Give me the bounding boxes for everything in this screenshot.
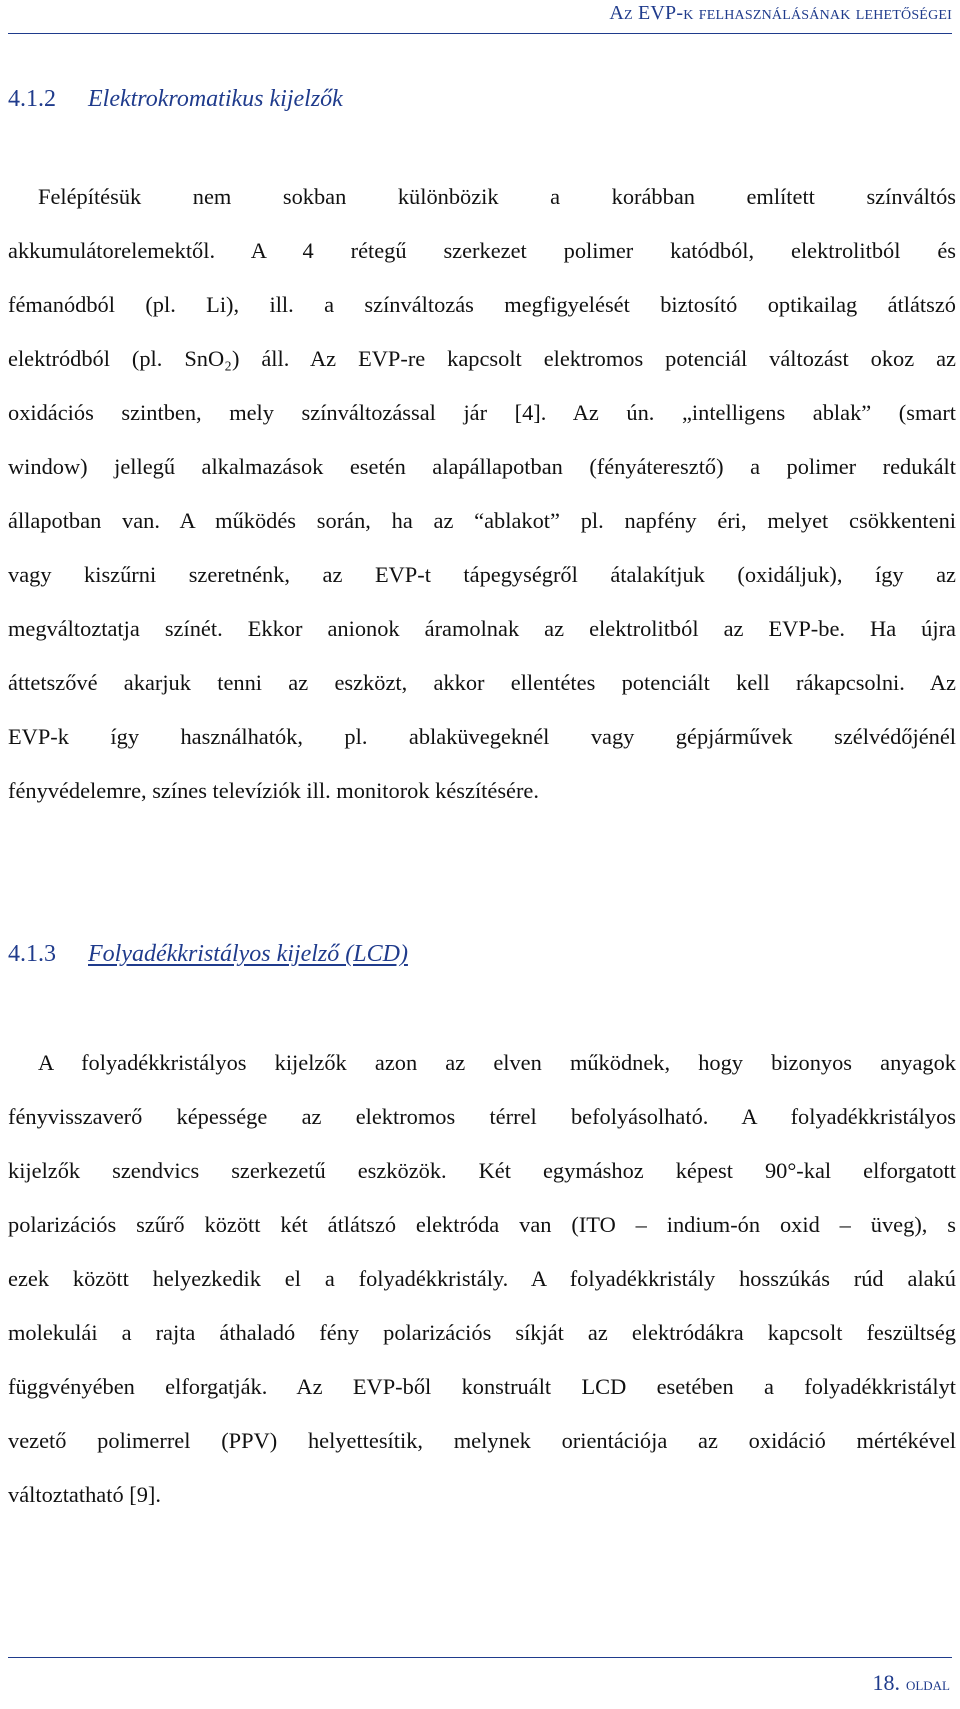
- text-line: elektródból (pl. SnO₂) áll. Az EVP-re kapcsolt elektromos potenciál változást okoz az: [8, 346, 956, 371]
- text-line: window) jellegű alkalmazások esetén alapállapotban (fényáteresztő) a polimer redukált: [8, 454, 956, 479]
- section-number: 4.1.3: [8, 941, 56, 967]
- running-header-title: Az EVP-k felhasználásának lehetőségei: [609, 2, 952, 24]
- page-number: 18.: [872, 1670, 900, 1695]
- section-title: Elektrokromatikus kijelzők: [88, 86, 343, 112]
- text-line: áttetszővé akarjuk tenni az eszközt, akkor ellentétes potenciált kell rákapcsolni. Az: [8, 670, 956, 695]
- text-line: A folyadékkristályos kijelzők azon az elven működnek, hogy bizonyos anyagok: [38, 1050, 956, 1075]
- section-title: Folyadékkristályos kijelző (LCD): [88, 941, 408, 967]
- text-line: akkumulátorelemektől. A 4 rétegű szerkezet polimer katódból, elektrolitból és: [8, 238, 956, 263]
- text-line: fényvédelemre, színes televíziók ill. monitorok készítésére.: [8, 778, 539, 803]
- text-line: polarizációs szűrő között két átlátszó elektróda van (ITO – indium-ón oxid – üveg), s: [8, 1212, 956, 1237]
- text-line: Felépítésük nem sokban különbözik a korábban említett színváltós: [38, 184, 956, 209]
- paragraph-electrochromic: [8, 170, 956, 818]
- text-line: állapotban van. A működés során, ha az “ablakot” pl. napfény éri, melyet csökkenteni: [8, 508, 956, 533]
- paragraph-lcd: [8, 1036, 956, 1522]
- text-line: fémanódból (pl. Li), ill. a színváltozás megfigyelését biztosító optikailag átlátszó: [8, 292, 956, 317]
- page-footer: [872, 1670, 950, 1696]
- running-header: [609, 2, 952, 25]
- section-number: 4.1.2: [8, 86, 56, 112]
- page-label: oldal: [905, 1674, 950, 1694]
- text-line: függvényében elforgatják. Az EVP-ből konstruált LCD esetében a folyadékkristályt: [8, 1374, 956, 1399]
- text-line: vagy kiszűrni szeretnénk, az EVP-t tápegységről átalakítjuk (oxidáljuk), így az: [8, 562, 956, 587]
- section-heading-4-1-2: [8, 86, 343, 113]
- text-line: megváltoztatja színét. Ekkor anionok áramolnak az elektrolitból az EVP-be. Ha újra: [8, 616, 956, 641]
- section-heading-4-1-3: [8, 941, 408, 968]
- header-divider: [8, 33, 952, 34]
- text-line: kijelzők szendvics szerkezetű eszközök. Két egymáshoz képest 90°-kal elforgatott: [8, 1158, 956, 1183]
- text-line: változtatható [9].: [8, 1482, 161, 1507]
- text-line: EVP-k így használhatók, pl. ablaküvegeknél vagy gépjárművek szélvédőjénél: [8, 724, 956, 749]
- footer-divider: [8, 1657, 952, 1658]
- text-line: fényvisszaverő képessége az elektromos térrel befolyásolható. A folyadékkristályos: [8, 1104, 956, 1129]
- text-line: molekulái a rajta áthaladó fény polarizációs síkját az elektródákra kapcsolt feszültség: [8, 1320, 956, 1345]
- text-line: oxidációs szintben, mely színváltozással jár [4]. Az ún. „intelligens ablak” (smart: [8, 400, 956, 425]
- text-line: vezető polimerrel (PPV) helyettesítik, melynek orientációja az oxidáció mértékével: [8, 1428, 956, 1453]
- text-line: ezek között helyezkedik el a folyadékkristály. A folyadékkristály hosszúkás rúd alakú: [8, 1266, 956, 1291]
